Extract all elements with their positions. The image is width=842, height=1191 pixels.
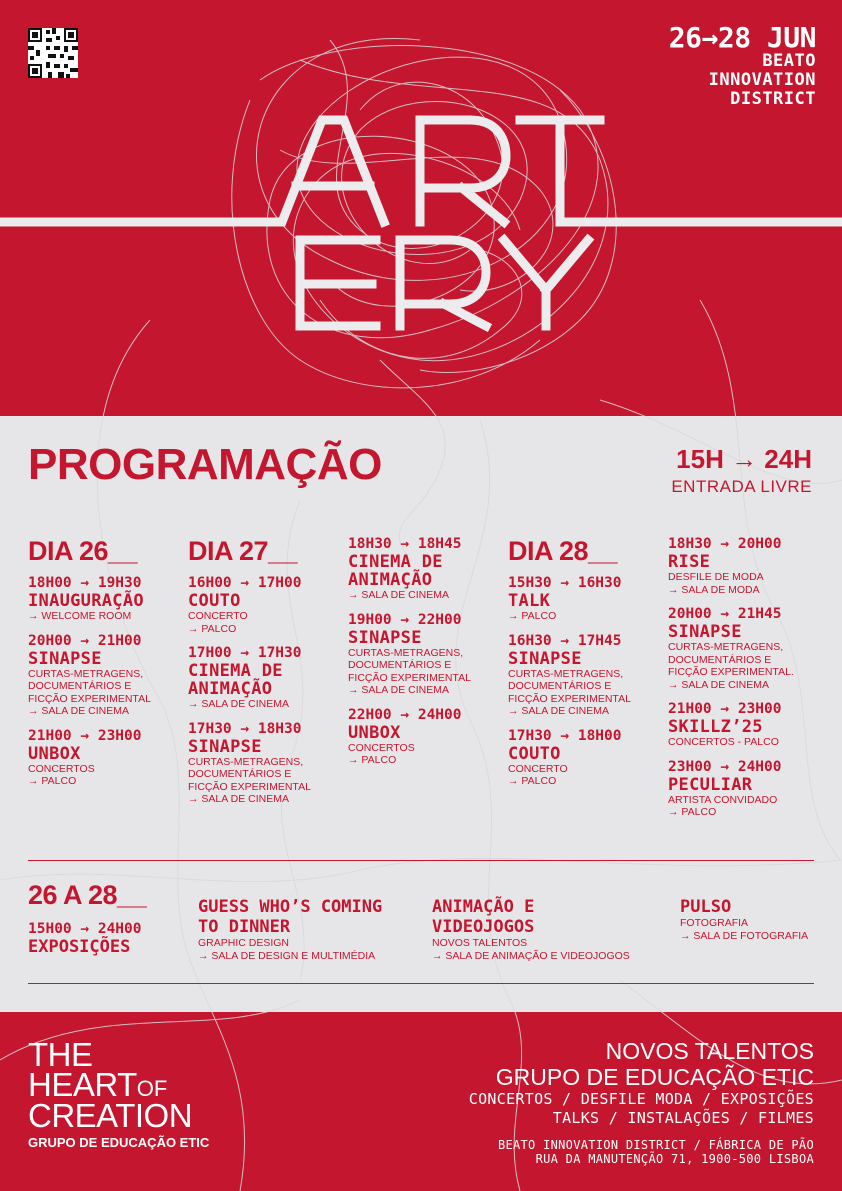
event-name: UNBOX: [28, 743, 81, 764]
event-detail: → PALCO: [188, 622, 237, 635]
event-time: 22H00 → 24H00: [348, 706, 462, 723]
event-item[interactable]: [188, 645, 348, 711]
heart-line-2: HEART: [28, 1066, 137, 1104]
event-item[interactable]: [28, 728, 188, 788]
exhibition-room: → SALA DE DESIGN E MULTIMÉDIA: [198, 949, 376, 962]
exhibition-room: → SALA DE FOTOGRAFIA: [680, 929, 809, 942]
exhibitions-block: [28, 880, 188, 957]
day-column-26: [28, 536, 188, 798]
event-detail: → SALA DE CINEMA: [188, 793, 289, 805]
event-detail: CURTAS-METRAGENS,: [508, 667, 624, 680]
event-item[interactable]: [508, 633, 668, 718]
day-column-28: [508, 536, 668, 798]
day-title: DIA 28__: [508, 536, 618, 566]
exhibition-name: ANIMAÇÃO E VIDEOJOGOS: [432, 897, 535, 937]
heart-line-3: CREATION: [28, 1096, 193, 1134]
event-item[interactable]: [668, 701, 818, 749]
event-time: 17H00 → 17H30: [188, 645, 302, 661]
event-name: SINAPSE: [188, 736, 262, 757]
heart-line-1: THE: [28, 1036, 93, 1073]
event-time: 16H00 → 17H00: [188, 575, 302, 591]
exhibitions-time: 15H00 → 24H00: [28, 921, 142, 937]
event-item[interactable]: [28, 575, 188, 623]
event-detail: CONCERTOS: [348, 741, 415, 754]
event-detail: CONCERTO: [508, 762, 568, 775]
date-range: 26→28 JUN: [668, 21, 816, 54]
event-name: COUTO: [188, 591, 241, 611]
day-title: DIA 26__: [28, 536, 138, 566]
exhibition-item[interactable]: [198, 897, 408, 962]
event-name: CINEMA DE ANIMAÇÃO: [188, 661, 283, 699]
programme-title: PROGRAMAÇÃO: [28, 440, 382, 489]
event-dates: [668, 21, 816, 109]
heart-of-creation-logo: [28, 1036, 210, 1151]
event-item[interactable]: [668, 536, 818, 596]
event-item[interactable]: [348, 707, 508, 767]
event-detail: CURTAS-METRAGENS,: [668, 641, 784, 653]
event-detail: CONCERTOS: [28, 762, 95, 775]
exhibition-name: PULSO: [680, 897, 732, 917]
event-detail: CURTAS-METRAGENS,: [28, 667, 144, 680]
event-time: 19H00 → 22H00: [348, 611, 462, 628]
event-name: RISE: [668, 552, 711, 572]
exhibition-item[interactable]: [680, 897, 820, 942]
event-name: PECULIAR: [668, 774, 753, 795]
exhibition-category: FOTOGRAFIA: [680, 917, 749, 929]
event-name: INAUGURAÇÃO: [28, 591, 144, 611]
event-time: 20H00 → 21H45: [668, 606, 782, 622]
event-name: COUTO: [508, 743, 561, 764]
free-entry-label: ENTRADA LIVRE: [671, 477, 812, 496]
event-detail: → SALA DE MODA: [668, 583, 760, 596]
event-detail: FICÇÃO EXPERIMENTAL: [348, 671, 471, 684]
event-item[interactable]: [348, 536, 508, 602]
event-detail: DESFILE DE MODA: [668, 571, 764, 583]
day-column-28-cont: [668, 536, 818, 829]
exhibitions-title: 26 A 28__: [28, 880, 147, 910]
event-item[interactable]: [28, 633, 188, 718]
novos-talentos-label: NOVOS TALENTOS: [605, 1038, 814, 1064]
address-line-1: BEATO INNOVATION DISTRICT / FÁBRICA DE PÃO: [497, 1138, 814, 1152]
heart-line-2-of: OF: [136, 1076, 168, 1102]
event-time: 20H00 → 21H00: [28, 632, 142, 649]
event-item[interactable]: [508, 575, 668, 623]
day-column-27: [188, 536, 348, 816]
event-detail: → SALA DE CINEMA: [188, 698, 289, 710]
event-item[interactable]: [508, 728, 668, 788]
event-name: SINAPSE: [508, 648, 582, 669]
event-time: 21H00 → 23H00: [668, 701, 782, 717]
event-detail: → SALA DE CINEMA: [348, 589, 449, 601]
event-detail: DOCUMENTÁRIOS E: [28, 680, 132, 692]
event-detail: → PALCO: [668, 806, 717, 818]
event-detail: ARTISTA CONVIDADO: [668, 793, 778, 806]
event-item[interactable]: [348, 612, 508, 697]
event-detail: → PALCO: [28, 775, 77, 787]
categories-line-1: CONCERTOS / DESFILE MODA / EXPOSIÇÕES: [468, 1090, 814, 1108]
event-detail: CONCERTO: [188, 610, 248, 622]
event-time: 16H30 → 17H45: [508, 632, 622, 649]
event-time: 17H30 → 18H00: [508, 727, 622, 744]
exhibition-category: NOVOS TALENTOS: [432, 937, 528, 949]
hours-range: 15H → 24H: [676, 444, 812, 474]
address-line-2: RUA DA MANUTENÇÃO 71, 1900-500 LISBOA: [535, 1152, 814, 1166]
venue-line-3: DISTRICT: [730, 89, 816, 109]
divider-top: [28, 860, 814, 861]
event-detail: CONCERTOS - PALCO: [668, 736, 779, 748]
event-detail: FICÇÃO EXPERIMENTAL: [28, 692, 151, 705]
event-time: 23H00 → 24H00: [668, 758, 782, 775]
exhibition-name: GUESS WHO’S COMING TO DINNER: [198, 897, 383, 937]
event-detail: DOCUMENTÁRIOS E: [188, 768, 292, 780]
event-item[interactable]: [668, 759, 818, 819]
event-item[interactable]: [188, 575, 348, 635]
divider-bottom: [28, 983, 814, 984]
event-name: CINEMA DE ANIMAÇÃO: [348, 552, 443, 590]
footer-info: [469, 1038, 814, 1166]
day-title: DIA 27__: [188, 536, 298, 566]
qr-code-icon[interactable]: [28, 28, 78, 78]
exhibition-item[interactable]: [432, 897, 652, 962]
event-time: 15H30 → 16H30: [508, 575, 622, 591]
day-column-27-cont: [348, 536, 508, 777]
opening-hours: [671, 444, 812, 497]
event-name: SINAPSE: [28, 648, 102, 669]
event-detail: DOCUMENTÁRIOS E: [668, 653, 772, 666]
group-name: GRUPO DE EDUCAÇÃO ETIC: [28, 1135, 210, 1151]
group-label: GRUPO DE EDUCAÇÃO ETIC: [495, 1064, 814, 1090]
event-name: SKILLZ’25: [668, 717, 763, 737]
event-detail: → SALA DE CINEMA: [668, 678, 769, 691]
artery-logo: [0, 100, 842, 340]
venue-line-2: INNOVATION: [708, 70, 816, 90]
event-detail: FICÇÃO EXPERIMENTAL: [188, 780, 311, 793]
event-time: 18H00 → 19H30: [28, 575, 142, 591]
event-item[interactable]: [668, 606, 818, 691]
event-detail: DOCUMENTÁRIOS E: [508, 680, 612, 692]
event-time: 18H30 → 20H00: [668, 536, 782, 552]
event-time: 21H00 → 23H00: [28, 727, 142, 744]
event-item[interactable]: [188, 721, 348, 806]
event-detail: FICÇÃO EXPERIMENTAL.: [668, 666, 794, 678]
event-time: 17H30 → 18H30: [188, 720, 302, 737]
event-detail: CURTAS-METRAGENS,: [188, 755, 304, 768]
exhibitions-label: EXPOSIÇÕES: [28, 937, 131, 957]
event-detail: FICÇÃO EXPERIMENTAL: [508, 692, 631, 705]
exhibition-category: GRAPHIC DESIGN: [198, 937, 290, 949]
event-detail: → SALA DE CINEMA: [508, 705, 609, 717]
event-detail: → PALCO: [508, 610, 557, 622]
event-detail: → PALCO: [348, 754, 397, 766]
event-name: SINAPSE: [348, 627, 422, 648]
event-detail: → SALA DE CINEMA: [348, 684, 449, 696]
event-detail: → WELCOME ROOM: [28, 610, 132, 622]
event-name: UNBOX: [348, 722, 401, 743]
event-name: TALK: [508, 591, 551, 611]
event-time: 18H30 → 18H45: [348, 536, 462, 552]
categories-line-2: TALKS / INSTALAÇÕES / FILMES: [552, 1109, 814, 1127]
event-detail: → SALA DE CINEMA: [28, 705, 129, 717]
event-name: SINAPSE: [668, 622, 742, 642]
venue-line-1: BEATO: [762, 51, 816, 71]
event-detail: CURTAS-METRAGENS,: [348, 646, 464, 659]
exhibition-room: → SALA DE ANIMAÇÃO E VIDEOJOGOS: [432, 949, 630, 962]
event-detail: → PALCO: [508, 775, 557, 787]
event-detail: DOCUMENTÁRIOS E: [348, 659, 452, 671]
